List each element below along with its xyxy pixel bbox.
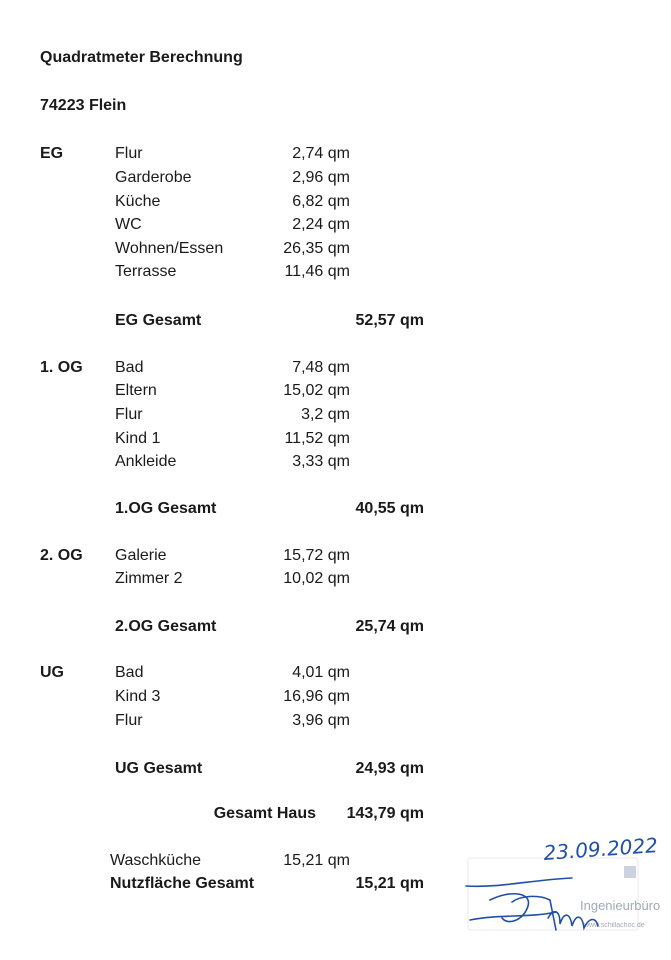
- room-name: Galerie: [115, 547, 167, 564]
- floor-total-label-eg: EG Gesamt: [115, 312, 202, 329]
- room-area: 3,2 qm: [301, 406, 350, 423]
- room-name: Flur: [115, 712, 143, 729]
- room-name: Flur: [115, 406, 143, 423]
- room-name: Terrasse: [115, 263, 177, 280]
- utility-room-name: Waschküche: [110, 852, 201, 869]
- floor-total-value-eg: 52,57 qm: [355, 312, 424, 329]
- stamp-office-text: Ingenieurbüro: [580, 898, 660, 913]
- usable-total-label: Nutzfläche Gesamt: [110, 875, 255, 892]
- document-title: Quadratmeter Berechnung: [40, 49, 243, 66]
- room-area: 16,96 qm: [283, 688, 350, 705]
- floor-label-eg: EG: [40, 145, 64, 162]
- floor-total-label-ug: UG Gesamt: [115, 760, 203, 777]
- floor-total-value-ug: 24,93 qm: [355, 760, 424, 777]
- floor-label-2og: 2. OG: [40, 547, 83, 564]
- room-name: Wohnen/Essen: [115, 240, 224, 257]
- room-area: 3,96 qm: [292, 712, 350, 729]
- room-name: Kind 1: [115, 430, 161, 447]
- floor-total-label-2og: 2.OG Gesamt: [115, 618, 217, 635]
- room-name: Bad: [115, 359, 144, 376]
- floor-label-1og: 1. OG: [40, 359, 83, 376]
- room-area: 2,74 qm: [292, 145, 350, 162]
- floor-total-label-1og: 1.OG Gesamt: [115, 500, 217, 517]
- room-area: 7,48 qm: [292, 359, 350, 376]
- room-area: 26,35 qm: [283, 240, 350, 257]
- room-area: 3,33 qm: [292, 453, 350, 470]
- room-area: 11,52 qm: [284, 430, 350, 447]
- room-area: 6,82 qm: [292, 193, 350, 210]
- room-name: Eltern: [115, 382, 157, 399]
- stamp-web-text: www.schillachoc.de: [584, 922, 645, 929]
- room-name: Garderobe: [115, 169, 192, 186]
- office-stamp-signature: [460, 830, 660, 940]
- room-name: Bad: [115, 664, 144, 681]
- stamp-signature-graphic: [460, 830, 660, 940]
- floor-label-ug: UG: [40, 664, 64, 681]
- room-name: Ankleide: [115, 453, 177, 470]
- room-area: 10,02 qm: [283, 570, 350, 587]
- room-area: 2,96 qm: [292, 169, 350, 186]
- room-area: 15,02 qm: [283, 382, 350, 399]
- room-name: Zimmer 2: [115, 570, 183, 587]
- room-name: Kind 3: [115, 688, 161, 705]
- location-line: 74223 Flein: [40, 97, 127, 114]
- room-area: 11,46 qm: [284, 263, 350, 280]
- floor-total-value-1og: 40,55 qm: [355, 500, 424, 517]
- room-name: Flur: [115, 145, 143, 162]
- room-area: 2,24 qm: [292, 216, 350, 233]
- stamp-date: 23.09.2022: [542, 833, 659, 865]
- floor-total-value-2og: 25,74 qm: [355, 618, 424, 635]
- utility-room-area: 15,21 qm: [283, 852, 350, 869]
- room-name: WC: [115, 216, 142, 233]
- room-area: 4,01 qm: [292, 664, 350, 681]
- room-area: 15,72 qm: [283, 547, 350, 564]
- room-name: Küche: [115, 193, 161, 210]
- house-total-value: 143,79 qm: [346, 805, 424, 822]
- house-total-label: Gesamt Haus: [213, 805, 316, 822]
- usable-total-value: 15,21 qm: [355, 875, 424, 892]
